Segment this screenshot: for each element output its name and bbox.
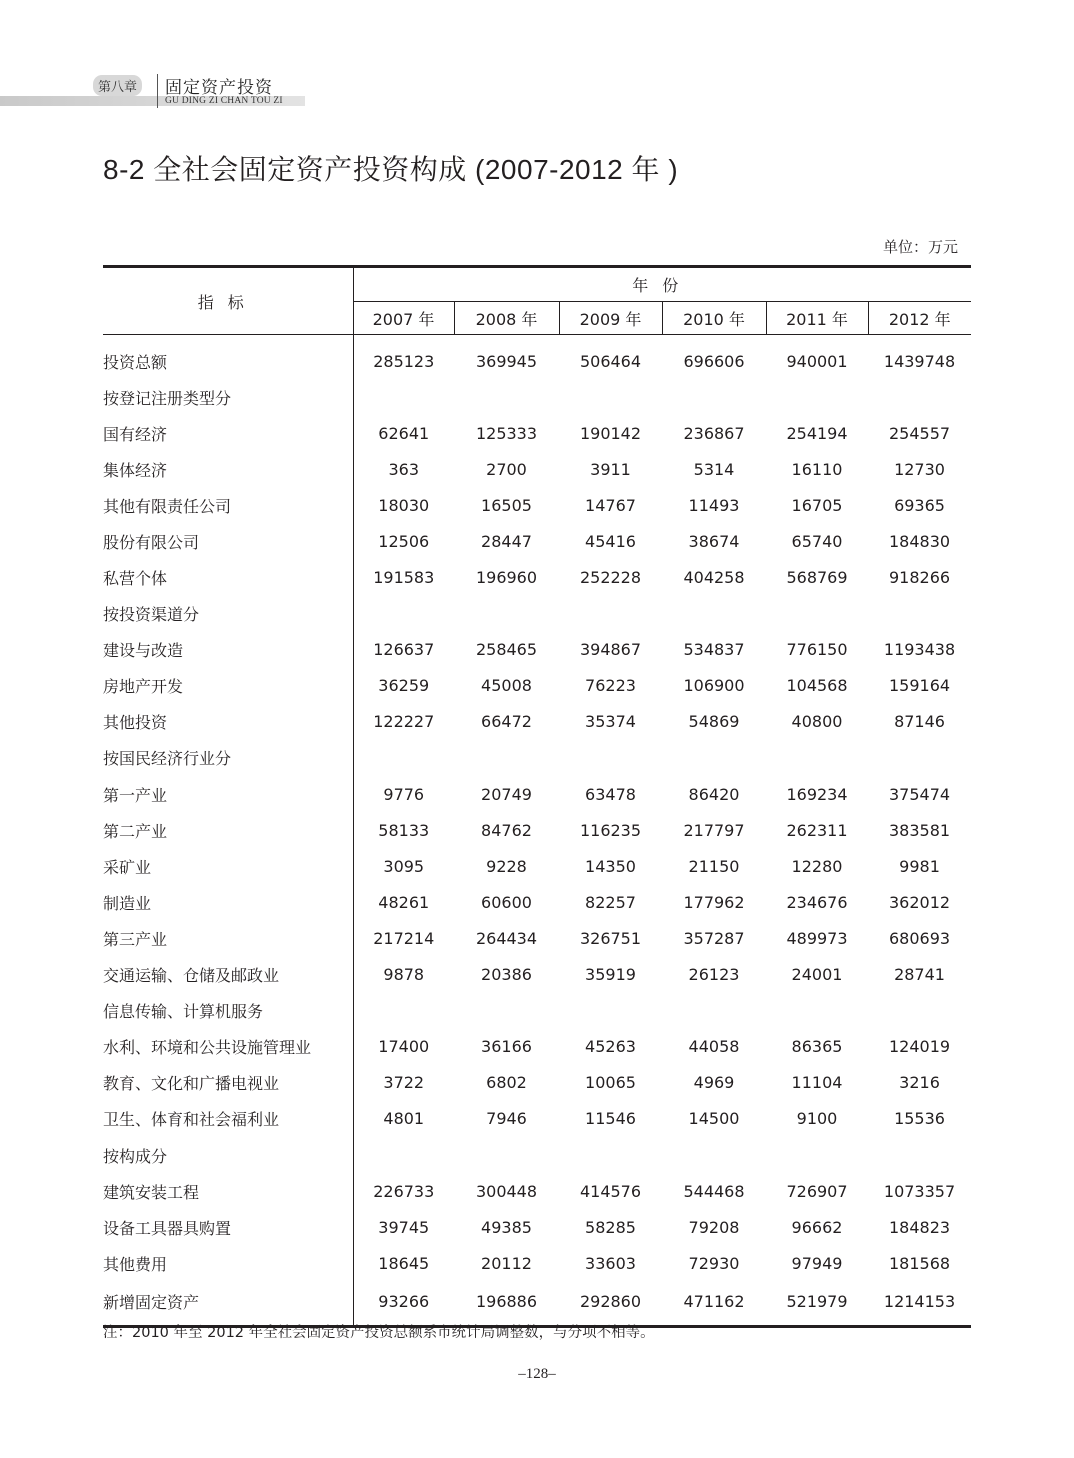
section-pinyin: GU DING ZI CHAN TOU ZI <box>165 96 283 106</box>
value-cell: 11546 <box>585 1109 636 1129</box>
value-cell: 87146 <box>894 712 945 732</box>
value-cell: 62641 <box>378 423 430 443</box>
value-cell: 18030 <box>378 495 430 515</box>
value-cell: 3095 <box>383 856 425 876</box>
value-cell: 363 <box>388 459 420 479</box>
value-cell <box>454 1137 559 1173</box>
value-cell: 254557 <box>888 423 951 443</box>
value-cell: 16505 <box>481 495 532 515</box>
value-cell: 184823 <box>888 1217 951 1237</box>
value-cell <box>868 993 971 1029</box>
value-cell <box>559 740 662 776</box>
table-row <box>103 812 971 848</box>
value-cell <box>662 596 766 632</box>
value-cell <box>766 1137 868 1173</box>
row-label: 第三产业 <box>103 920 353 956</box>
row-label: 国有经济 <box>103 415 353 451</box>
value-cell: 776150 <box>786 640 848 660</box>
value-cell: 48261 <box>378 892 430 912</box>
table-row <box>103 1209 971 1245</box>
value-cell: 9878 <box>383 965 425 985</box>
year-header: 2010 年 <box>662 302 766 335</box>
value-cell: 9228 <box>486 856 527 876</box>
row-label: 交通运输、仓储及邮政业 <box>103 957 353 993</box>
value-cell: 726907 <box>786 1181 848 1201</box>
value-cell: 375474 <box>888 784 951 804</box>
value-cell <box>766 993 868 1029</box>
value-cell: 177962 <box>683 892 745 912</box>
table-row <box>103 1245 971 1281</box>
row-label: 投资总额 <box>103 335 353 380</box>
table-row <box>103 668 971 704</box>
value-cell: 4969 <box>693 1073 735 1093</box>
value-cell: 940001 <box>786 351 848 371</box>
row-label: 其他投资 <box>103 704 353 740</box>
value-cell: 5314 <box>693 459 735 479</box>
value-cell: 40800 <box>791 712 843 732</box>
value-cell: 58285 <box>585 1217 636 1237</box>
value-cell: 20749 <box>481 784 532 804</box>
value-cell: 45008 <box>481 676 532 696</box>
value-cell: 28741 <box>894 965 945 985</box>
value-cell <box>353 740 454 776</box>
value-cell: 918266 <box>888 568 951 588</box>
value-cell: 38674 <box>688 531 740 551</box>
row-label: 房地产开发 <box>103 668 353 704</box>
table-row <box>103 704 971 740</box>
value-cell: 20112 <box>481 1253 532 1273</box>
table-row <box>103 451 971 487</box>
row-label: 第一产业 <box>103 776 353 812</box>
value-cell: 544468 <box>683 1181 745 1201</box>
value-cell <box>454 379 559 415</box>
value-cell: 65740 <box>791 531 843 551</box>
value-cell: 394867 <box>579 640 642 660</box>
table-row <box>103 1137 971 1173</box>
table-row <box>103 920 971 956</box>
value-cell: 264434 <box>475 928 538 948</box>
table-row <box>103 559 971 595</box>
value-cell: 252228 <box>579 568 642 588</box>
value-cell <box>868 379 971 415</box>
value-cell <box>662 993 766 1029</box>
value-cell: 357287 <box>683 928 745 948</box>
row-label: 其他费用 <box>103 1245 353 1281</box>
table-row <box>103 335 971 380</box>
year-header: 2009 年 <box>559 302 662 335</box>
value-cell: 6802 <box>486 1073 527 1093</box>
value-cell: 21150 <box>688 856 740 876</box>
value-cell: 86420 <box>688 784 740 804</box>
header-divider <box>157 74 158 108</box>
year-header: 2012 年 <box>868 302 971 335</box>
value-cell: 106900 <box>683 676 745 696</box>
value-cell <box>766 596 868 632</box>
row-label: 第二产业 <box>103 812 353 848</box>
value-cell: 14767 <box>585 495 636 515</box>
value-cell: 369945 <box>475 351 538 371</box>
value-cell: 12280 <box>791 856 843 876</box>
year-group-header: 年份 <box>353 267 971 302</box>
value-cell <box>662 1137 766 1173</box>
value-cell: 82257 <box>585 892 636 912</box>
row-label: 股份有限公司 <box>103 523 353 559</box>
value-cell: 9981 <box>899 856 940 876</box>
value-cell: 11104 <box>791 1073 843 1093</box>
row-label: 信息传输、计算机服务 <box>103 993 353 1029</box>
value-cell: 10065 <box>585 1073 636 1093</box>
value-cell <box>662 379 766 415</box>
page-title: 8-2 全社会固定资产投资构成 (2007-2012 年 ) <box>103 154 679 185</box>
value-cell: 184830 <box>888 531 951 551</box>
value-cell <box>868 1137 971 1173</box>
value-cell: 79208 <box>688 1217 740 1237</box>
value-cell <box>454 740 559 776</box>
value-cell: 169234 <box>786 784 848 804</box>
value-cell: 471162 <box>683 1291 745 1311</box>
value-cell <box>454 596 559 632</box>
row-label: 制造业 <box>103 884 353 920</box>
table-row <box>103 487 971 523</box>
value-cell: 262311 <box>786 820 848 840</box>
value-cell: 60600 <box>481 892 532 912</box>
table-row <box>103 884 971 920</box>
value-cell: 236867 <box>683 423 745 443</box>
table-row <box>103 1101 971 1137</box>
year-header: 2008 年 <box>454 302 559 335</box>
table-row <box>103 776 971 812</box>
value-cell: 16110 <box>791 459 843 479</box>
value-cell: 14350 <box>585 856 636 876</box>
value-cell: 1214153 <box>883 1291 956 1311</box>
row-label: 采矿业 <box>103 848 353 884</box>
row-label: 建设与改造 <box>103 632 353 668</box>
row-label: 设备工具器具购置 <box>103 1209 353 1245</box>
footnote: 注：2010 年至 2012 年全社会固定资产投资总额系市统计局调整数，与分项不相等。 <box>103 1325 655 1341</box>
value-cell <box>868 740 971 776</box>
row-label: 其他有限责任公司 <box>103 487 353 523</box>
table-row <box>103 957 971 993</box>
value-cell <box>353 1137 454 1173</box>
value-cell: 93266 <box>378 1291 430 1311</box>
value-cell: 521979 <box>786 1291 848 1311</box>
value-cell <box>662 740 766 776</box>
value-cell: 36259 <box>378 676 430 696</box>
value-cell: 696606 <box>683 351 745 371</box>
value-cell <box>353 993 454 1029</box>
value-cell: 124019 <box>888 1037 951 1057</box>
value-cell: 12506 <box>378 531 430 551</box>
value-cell: 49385 <box>481 1217 532 1237</box>
value-cell <box>868 596 971 632</box>
value-cell: 190142 <box>579 423 642 443</box>
value-cell: 104568 <box>786 676 848 696</box>
value-cell: 2700 <box>486 459 527 479</box>
value-cell: 35374 <box>585 712 636 732</box>
value-cell <box>766 740 868 776</box>
row-label: 私营个体 <box>103 559 353 595</box>
value-cell: 17400 <box>378 1037 430 1057</box>
value-cell: 404258 <box>683 568 745 588</box>
value-cell: 1073357 <box>883 1181 956 1201</box>
row-label: 按国民经济行业分 <box>103 740 353 776</box>
section-title: 固定资产投资 <box>165 78 273 98</box>
value-cell: 69365 <box>894 495 945 515</box>
value-cell: 191583 <box>373 568 435 588</box>
table-row <box>103 632 971 668</box>
value-cell: 383581 <box>888 820 951 840</box>
value-cell: 226733 <box>373 1181 435 1201</box>
value-cell: 15536 <box>894 1109 945 1129</box>
value-cell: 45263 <box>585 1037 636 1057</box>
value-cell: 96662 <box>791 1217 843 1237</box>
table-row <box>103 740 971 776</box>
value-cell: 122227 <box>373 712 435 732</box>
table-row <box>103 415 971 451</box>
value-cell: 326751 <box>579 928 642 948</box>
row-label: 卫生、体育和社会福利业 <box>103 1101 353 1137</box>
value-cell: 72930 <box>688 1253 740 1273</box>
row-label: 按登记注册类型分 <box>103 379 353 415</box>
value-cell: 414576 <box>579 1181 642 1201</box>
value-cell: 11493 <box>688 495 740 515</box>
value-cell: 300448 <box>475 1181 538 1201</box>
chapter-badge: 第八章 <box>93 75 142 96</box>
value-cell: 14500 <box>688 1109 740 1129</box>
value-cell <box>454 993 559 1029</box>
value-cell: 9776 <box>383 784 425 804</box>
value-cell: 58133 <box>378 820 430 840</box>
value-cell: 196886 <box>475 1291 538 1311</box>
year-header: 2007 年 <box>353 302 454 335</box>
row-label: 建筑安装工程 <box>103 1173 353 1209</box>
value-cell: 125333 <box>475 423 538 443</box>
value-cell <box>559 1137 662 1173</box>
value-cell: 1439748 <box>883 351 956 371</box>
value-cell: 292860 <box>579 1291 642 1311</box>
table-row <box>103 596 971 632</box>
value-cell: 234676 <box>786 892 848 912</box>
value-cell: 285123 <box>373 351 435 371</box>
value-cell: 126637 <box>373 640 435 660</box>
value-cell: 54869 <box>688 712 740 732</box>
value-cell: 4801 <box>383 1109 425 1129</box>
table-row <box>103 523 971 559</box>
value-cell: 217797 <box>683 820 745 840</box>
value-cell: 20386 <box>481 965 532 985</box>
indicator-header: 指标 <box>103 267 353 335</box>
value-cell: 258465 <box>475 640 538 660</box>
value-cell: 28447 <box>481 531 532 551</box>
table-row <box>103 379 971 415</box>
value-cell: 26123 <box>688 965 740 985</box>
value-cell <box>766 379 868 415</box>
value-cell: 3216 <box>899 1073 940 1093</box>
value-cell: 12730 <box>894 459 945 479</box>
value-cell <box>559 596 662 632</box>
row-label: 按构成分 <box>103 1137 353 1173</box>
value-cell <box>353 596 454 632</box>
value-cell: 7946 <box>486 1109 527 1129</box>
page-number: –128– <box>518 1366 556 1382</box>
value-cell: 3722 <box>383 1073 425 1093</box>
value-cell: 217214 <box>373 928 435 948</box>
value-cell: 1193438 <box>883 640 956 660</box>
row-label: 教育、文化和广播电视业 <box>103 1065 353 1101</box>
value-cell: 3911 <box>590 459 631 479</box>
value-cell: 116235 <box>579 820 642 840</box>
value-cell: 86365 <box>791 1037 843 1057</box>
row-label: 新增固定资产 <box>103 1281 353 1327</box>
value-cell: 66472 <box>481 712 532 732</box>
value-cell: 33603 <box>585 1253 636 1273</box>
table-row <box>103 1065 971 1101</box>
table-row <box>103 993 971 1029</box>
value-cell: 196960 <box>475 568 538 588</box>
value-cell: 84762 <box>481 820 532 840</box>
row-label: 按投资渠道分 <box>103 596 353 632</box>
value-cell: 181568 <box>888 1253 951 1273</box>
value-cell: 254194 <box>786 423 848 443</box>
value-cell: 568769 <box>786 568 848 588</box>
table-row <box>103 1029 971 1065</box>
row-label: 水利、环境和公共设施管理业 <box>103 1029 353 1065</box>
value-cell: 24001 <box>791 965 843 985</box>
investment-table <box>103 265 971 1328</box>
value-cell: 506464 <box>579 351 642 371</box>
value-cell <box>559 993 662 1029</box>
value-cell: 36166 <box>481 1037 532 1057</box>
value-cell <box>353 379 454 415</box>
value-cell: 76223 <box>585 676 636 696</box>
value-cell: 97949 <box>791 1253 843 1273</box>
value-cell: 35919 <box>585 965 636 985</box>
value-cell: 44058 <box>688 1037 740 1057</box>
value-cell: 39745 <box>378 1217 430 1237</box>
value-cell: 45416 <box>585 531 636 551</box>
value-cell: 680693 <box>888 928 951 948</box>
row-label: 集体经济 <box>103 451 353 487</box>
value-cell: 489973 <box>786 928 848 948</box>
value-cell <box>559 379 662 415</box>
value-cell: 362012 <box>888 892 951 912</box>
unit-label: 单位：万元 <box>882 238 958 256</box>
value-cell: 159164 <box>888 676 951 696</box>
table-row <box>103 1173 971 1209</box>
value-cell: 63478 <box>585 784 636 804</box>
value-cell: 18645 <box>378 1253 430 1273</box>
value-cell: 534837 <box>683 640 745 660</box>
year-header: 2011 年 <box>766 302 868 335</box>
table-row <box>103 848 971 884</box>
value-cell: 16705 <box>791 495 843 515</box>
value-cell: 9100 <box>796 1109 838 1129</box>
